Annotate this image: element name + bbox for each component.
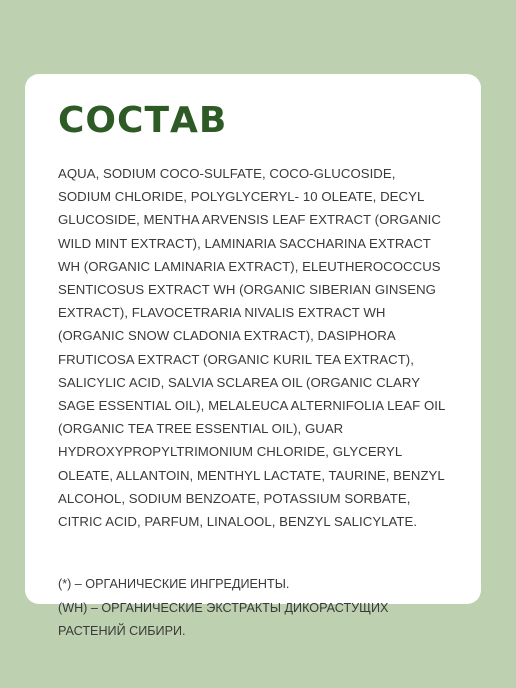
ingredients-list: AQUA, SODIUM COCO-SULFATE, COCO-GLUCOSIDE, SODIUM CHLORIDE, POLYGLYCERYL- 10 OLEATE, DECYL GLUCOSIDE, MENTHA ARVENSIS LEAF EXTRACT (ORGANIC WILD MINT EXTRACT), LAMINARIA SACCHARINA EXTRACT WH (ORGANIC LAMINARIA EXTRACT), ELEUTHEROCOCCUS SENTICOSUS EXTRACT WH (ORGANIC SIBERIAN GINSENG EXTRACT), FLAVOCETRARIA NIVALIS EXTRACT WH (ORGANIC SNOW CLADONIA EXTRACT), DASIPHORA FRUTICOSA EXTRACT (ORGANIC KURIL TEA EXTRACT), SALICYLIC ACID, SALVIA SCLAREA OIL (ORGANIC CLARY SAGE ESSENTIAL OIL), MELALEUCA ALTERNIFOLIA LEAF OIL (ORGANIC TEA TREE ESSENTIAL OIL), GUAR HYDROXYPROPYLTRIMONIUM CHLORIDE, GLYCERYL OLEATE, ALLANTOIN, MENTHYL LACTATE, TAURINE, BENZYL ALCOHOL, SODIUM BENZOATE, POTASSIUM SORBATE, CITRIC ACID, PARFUM, LINALOOL, BENZYL SALICYLATE. bbox=[58, 166, 445, 530]
footnotes bbox=[58, 573, 451, 644]
composition-title: СОСТАВ bbox=[58, 100, 228, 141]
composition-card bbox=[25, 74, 481, 639]
footnote-wild-extracts: (WH) – ОРГАНИЧЕСКИЕ ЭКСТРАКТЫ ДИКОРАСТУЩИХ РАСТЕНИЙ СИБИРИ. bbox=[58, 600, 389, 639]
footnote-organic: (*) – ОРГАНИЧЕСКИЕ ИНГРЕДИЕНТЫ. bbox=[58, 577, 290, 592]
